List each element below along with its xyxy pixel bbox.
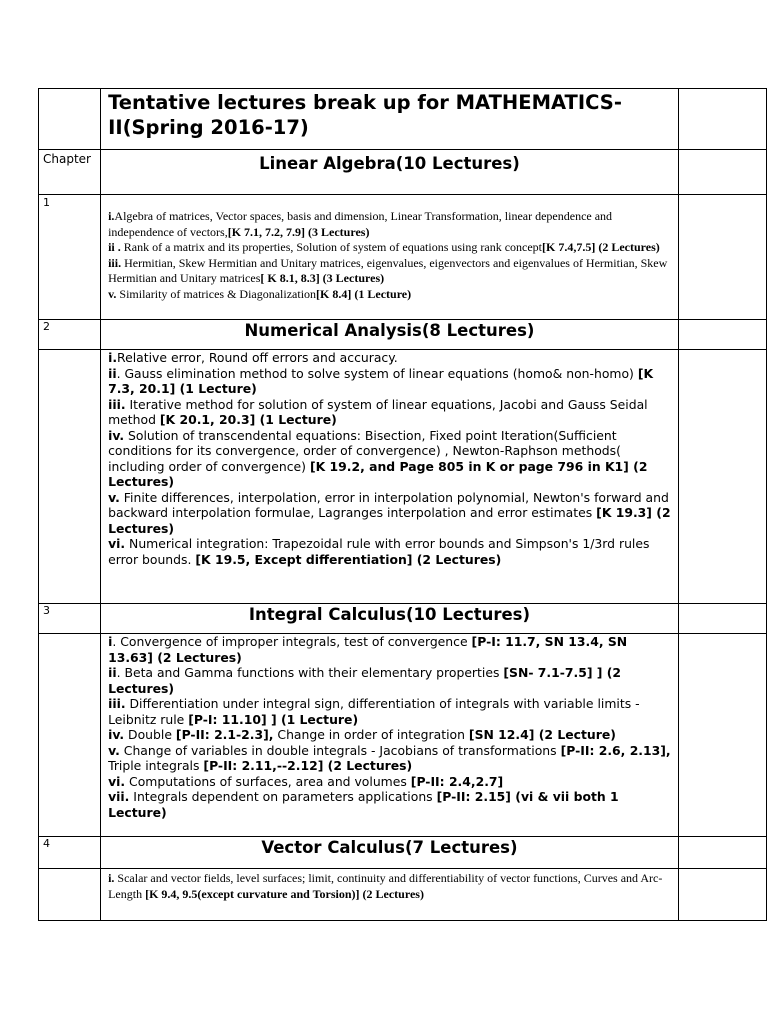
empty-cell xyxy=(39,869,101,921)
chapter-topics xyxy=(101,350,679,604)
empty-cell xyxy=(678,634,766,837)
empty-cell xyxy=(39,350,101,604)
empty-cell xyxy=(678,869,766,921)
empty-cell xyxy=(39,89,101,150)
chapter-heading: Integral Calculus(10 Lectures) xyxy=(101,604,679,634)
empty-cell xyxy=(678,150,766,195)
chapter-number: 4 xyxy=(39,837,101,869)
chapter-heading-row xyxy=(39,604,767,634)
empty-cell xyxy=(678,320,766,350)
chapter-heading: Numerical Analysis(8 Lectures) xyxy=(101,320,679,350)
chapter-topics xyxy=(101,195,679,320)
chapter-topics xyxy=(101,634,679,837)
chapter-number: 3 xyxy=(39,604,101,634)
chapter-content-row xyxy=(39,869,767,921)
topic-item: vi. Numerical integration: Trapezoidal rule with error bounds and Simpson's 1/3rd rules error bounds. [K 19.5, Except differentiation] (2 Lectures) xyxy=(108,536,650,567)
topic-item: ii. Gauss elimination method to solve system of linear equations (homo& non-homo) [K 7.3, 20.1] (1 Lecture) xyxy=(108,365,654,396)
topic-item: iii. Iterative method for solution of system of linear equations, Jacobi and Gauss Seidal method [K 20.1, 20.3] (1 Lecture) xyxy=(108,396,648,427)
topic-item: v. Finite differences, interpolation, error in interpolation polynomial, Newton's forward and backward interpolation formulae, Lagranges interpolation and error estimates [K 19.3] (2 Lectures) xyxy=(108,489,671,536)
syllabus-table xyxy=(38,88,767,921)
empty-cell xyxy=(678,89,766,150)
topic-item: i. Scalar and vector fields, level surfaces; limit, continuity and differentiability of vector functions, Curves and Arc-Length [K 9.4, 9.5(except curvature and Torsion)] (2 Lectures) xyxy=(108,871,663,901)
topic-item: vii. Integrals dependent on parameters applications [P-II: 2.15] (vi & vii both 1 Lecture) xyxy=(108,789,619,820)
chapter-number: 2 xyxy=(39,320,101,350)
topic-item: v. Similarity of matrices & Diagonalization[K 8.4] (1 Lecture) xyxy=(108,286,412,301)
page-title: Tentative lectures break up for MATHEMATICS-II(Spring 2016-17) xyxy=(101,89,679,150)
chapter-column-header: Chapter xyxy=(39,150,101,195)
topic-item: ii . Rank of a matrix and its properties, Solution of system of equations using rank concept[K 7.4,7.5] (2 Lectures) xyxy=(108,240,660,254)
chapter-heading: Vector Calculus(7 Lectures) xyxy=(101,837,679,869)
topic-item: i.Relative error, Round off errors and accuracy. xyxy=(108,350,398,365)
topic-item: vi. Computations of surfaces, area and volumes [P-II: 2.4,2.7] xyxy=(108,773,504,789)
chapter-content-row xyxy=(39,195,767,320)
chapter-heading-row xyxy=(39,320,767,350)
empty-cell xyxy=(678,604,766,634)
chapter-heading-row xyxy=(39,150,767,195)
topic-item: iii. Hermitian, Skew Hermitian and Unitary matrices, eigenvalues, eigenvectors and eigenvalues of Hermitian, Skew Hermitian and Unitary matrices[ K 8.1, 8.3] (3 Lectures) xyxy=(108,255,668,285)
chapter-content-row xyxy=(39,634,767,837)
chapter-heading: Linear Algebra(10 Lectures) xyxy=(101,150,679,195)
empty-cell xyxy=(678,350,766,604)
chapter-heading-row xyxy=(39,837,767,869)
topic-item: iv. Double [P-II: 2.1-2.3], Change in order of integration [SN 12.4] (2 Lecture) xyxy=(108,727,616,742)
topic-item: ii. Beta and Gamma functions with their elementary properties [SN- 7.1-7.5] ] (2 Lectures) xyxy=(108,665,622,696)
empty-cell xyxy=(678,837,766,869)
topic-item: iii. Differentiation under integral sign, differentiation of integrals with variable limits - Leibnitz rule [P-I: 11.10] ] (1 Lecture) xyxy=(108,696,640,727)
chapter-number: 1 xyxy=(39,195,101,320)
topic-item: iv. Solution of transcendental equations: Bisection, Fixed point Iteration(Sufficient conditions for its convergence, order of convergence) , Newton-Raphson methods( including order of convergence) [K 19.2, and Page 805 in K or page 796 in K1] (2 Lectures) xyxy=(108,427,648,489)
syllabus-sheet xyxy=(38,88,768,921)
topic-item: i.Algebra of matrices, Vector spaces, basis and dimension, Linear Transformation, linear dependence and independence of vectors,[K 7.1, 7.2, 7.9] (3 Lectures) xyxy=(108,209,613,239)
topic-item: i. Convergence of improper integrals, test of convergence [P-I: 11.7, SN 13.4, SN 13.63] (2 Lectures) xyxy=(108,634,628,665)
empty-cell xyxy=(39,634,101,837)
topic-item: v. Change of variables in double integrals - Jacobians of transformations [P-II: 2.6, 2.13], Triple integrals [P-II: 2.11,--2.12] (2 Lectures) xyxy=(108,742,671,773)
empty-cell xyxy=(678,195,766,320)
chapter-content-row xyxy=(39,350,767,604)
chapter-topics xyxy=(101,869,679,921)
title-row xyxy=(39,89,767,150)
